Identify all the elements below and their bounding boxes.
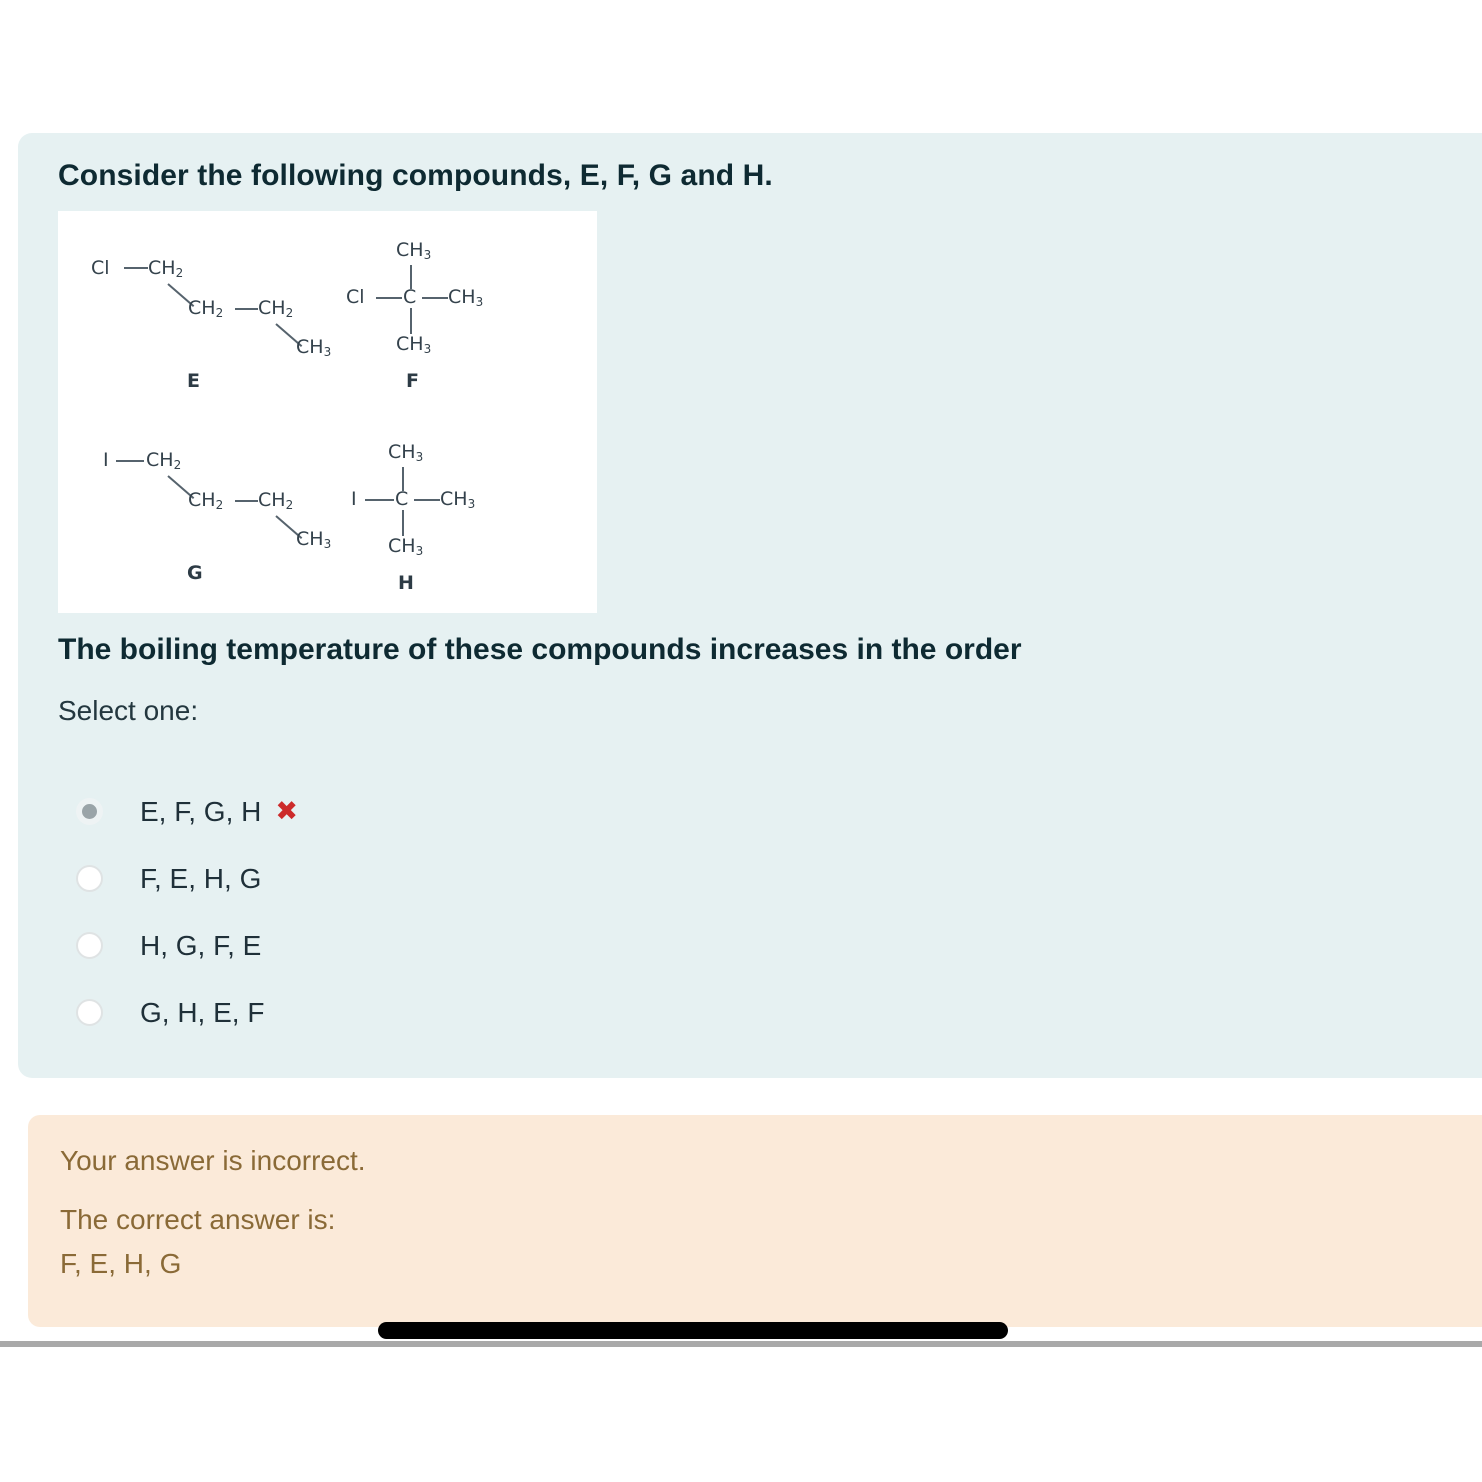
- atom-label-ch3-h-right: $CH_3$: [440, 488, 476, 511]
- atom-label-i-h: I: [351, 488, 357, 510]
- question-panel: [18, 133, 1482, 1078]
- radio-button-4[interactable]: [76, 999, 103, 1026]
- answer-label-2: F, E, H, G: [140, 862, 262, 894]
- select-one-label: Select one:: [58, 695, 199, 726]
- horizontal-scrollbar-thumb[interactable]: [378, 1322, 1008, 1339]
- bond-g-1: [116, 460, 144, 462]
- feedback-result-text: Your answer is incorrect.: [60, 1145, 366, 1176]
- atom-label-i-g: I: [103, 449, 109, 471]
- atom-label-ch2-e-2: $CH_2$: [188, 297, 224, 320]
- radio-button-1[interactable]: [76, 798, 103, 825]
- answer-option-2[interactable]: [76, 845, 976, 912]
- answer-option-3[interactable]: [76, 912, 976, 979]
- compound-structures-image: [58, 211, 597, 613]
- structure-label-f: F: [406, 370, 419, 392]
- question-stem: The boiling temperature of these compounds increases in the order: [58, 633, 1022, 666]
- feedback-correct-answer-value: F, E, H, G: [60, 1248, 182, 1279]
- answer-options-list: [76, 778, 976, 1046]
- structure-label-h: H: [398, 572, 414, 594]
- answer-label-3: H, G, F, E: [140, 929, 262, 961]
- answer-label-1: E, F, G, H: [140, 795, 262, 827]
- incorrect-mark-icon: ✖: [275, 796, 298, 826]
- answer-option-4[interactable]: [76, 979, 976, 1046]
- bond-g-3: [235, 500, 258, 502]
- structure-label-g: G: [187, 562, 203, 584]
- atom-label-c-f: C: [403, 286, 417, 308]
- structure-label-e: E: [187, 370, 200, 392]
- bond-f-2: [376, 297, 402, 299]
- atom-label-c-h: C: [395, 488, 409, 510]
- atom-label-ch3-f-bottom: $CH_3$: [396, 333, 432, 356]
- atom-label-ch2-g-1: $CH_2$: [146, 449, 182, 472]
- bond-h-3: [414, 499, 440, 501]
- bond-h-2: [365, 499, 394, 501]
- atom-label-ch3-h-top: $CH_3$: [388, 441, 424, 464]
- atom-label-ch3-f-top: $CH_3$: [396, 239, 432, 262]
- atom-label-ch2-e-3: $CH_2$: [258, 297, 294, 320]
- atom-label-ch3-e: $CH_3$: [296, 336, 332, 359]
- feedback-correct-answer-label: The correct answer is:: [60, 1204, 336, 1235]
- bond-e-3: [235, 308, 258, 310]
- question-title: Consider the following compounds, E, F, G and H.: [58, 159, 773, 192]
- radio-button-3[interactable]: [76, 932, 103, 959]
- horizontal-scrollbar-track[interactable]: [0, 1341, 1482, 1347]
- bond-e-1: [124, 267, 148, 269]
- atom-label-ch3-h-bottom: $CH_3$: [388, 535, 424, 558]
- radio-button-2[interactable]: [76, 865, 103, 892]
- bond-h-4: [402, 510, 404, 536]
- feedback-panel: [28, 1115, 1482, 1327]
- atom-label-cl-e: Cl: [91, 257, 110, 279]
- atom-label-ch2-g-3: $CH_2$: [258, 489, 294, 512]
- bond-f-3: [422, 297, 448, 299]
- atom-label-ch3-f-right: $CH_3$: [448, 286, 484, 309]
- atom-label-ch2-e-1: $CH_2$: [148, 257, 184, 280]
- bond-f-4: [410, 308, 412, 334]
- answer-label-4: G, H, E, F: [140, 996, 265, 1028]
- answer-option-1[interactable]: [76, 778, 976, 845]
- atom-label-ch2-g-2: $CH_2$: [188, 489, 224, 512]
- atom-label-ch3-g: $CH_3$: [296, 528, 332, 551]
- atom-label-cl-f: Cl: [346, 286, 365, 308]
